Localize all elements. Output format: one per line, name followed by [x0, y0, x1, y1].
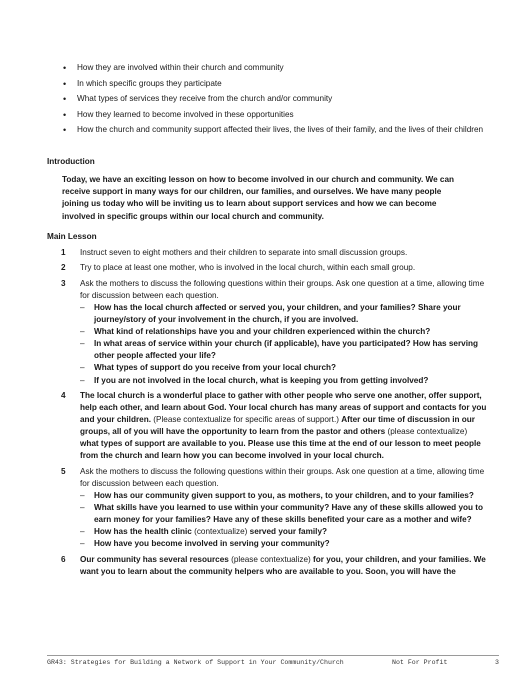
step-text: Ask the mothers to discuss the following questions within their groups. Ask one question at a time, allowing time for discussion between each question. [80, 278, 485, 300]
step-text-bold: The local church is a wonderful place to gather with other people who serve one another, offer support, help each other, and learn about God. Your local church has many areas of support and contacts for you and your children. [80, 390, 487, 425]
question-text: served your family? [249, 527, 327, 537]
list-item: • How they learned to become involved in these opportunities [47, 109, 487, 121]
question-item: – How have you become involved in serving your community? [80, 538, 487, 550]
step-text: Instruct seven to eight mothers and their children to separate into small discussion groups. [80, 248, 408, 257]
step-text: Try to place at least one mother, who is involved in the local church, within each small group. [80, 263, 416, 273]
step-text-bold: for you, your children, and your families. We want you to learn about the community helpers who are available to you. Soon, you will have the [80, 554, 486, 576]
step-number: 3 [61, 278, 66, 288]
step-2 [47, 262, 487, 274]
list-item: • What types of services they receive from the church and/or community [47, 93, 487, 105]
footer-divider [47, 655, 499, 656]
list-item: • How the church and community support affected their lives, the lives of their family, and the lives of their children [47, 124, 487, 136]
question-list [80, 490, 487, 550]
step-text-bold: After our time of discussion in our groups, all of you will have the opportunity to learn from the pastor and others [80, 415, 475, 437]
main-lesson-heading: Main Lesson [47, 232, 97, 241]
step-text-bold: what types of support are available to you. Please use this time at the end of our lesson to meet people from the church and learn how you can become involved in your local church. [80, 439, 481, 461]
contextualize-note: (please contextualize) [387, 427, 468, 437]
step-number: 2 [61, 263, 66, 273]
question-item: – What skills have you learned to use within your community? Have any of these skills allowed you to earn money for your families? Have any of these skills benefited your care as a mother and wife? [80, 502, 487, 526]
contextualize-note: (Please contextualize for specific areas of support.) [153, 415, 339, 425]
step-number: 6 [61, 554, 66, 564]
question-item: – If you are not involved in the local church, what is keeping you from getting involved? [80, 375, 487, 387]
step-text: Ask the mothers to discuss the following questions within their groups. Ask one question at a time, allowing time for discussion between each question. [80, 466, 485, 488]
contextualize-note: (contextualize) [194, 527, 248, 537]
step-number: 4 [61, 390, 66, 400]
footer-label: Not For Profit [392, 659, 448, 666]
step-number: 5 [61, 466, 66, 476]
step-5 [47, 466, 487, 551]
page-number: 3 [495, 659, 499, 666]
list-item: • How they are involved within their church and community [47, 62, 487, 74]
question-item: – In what areas of service within your church (if applicable), have you participated? How has serving other people affected your life? [80, 338, 487, 362]
introduction-heading: Introduction [47, 157, 95, 166]
step-text-bold: Our community has several resources [80, 554, 229, 564]
footer-title: GR43: Strategies for Building a Network of Support in Your Community/Church [47, 659, 344, 666]
question-item: – How has the local church affected or served you, your children, and your families? Share your journey/story of your involvement in the church, if you are involved. [80, 302, 487, 326]
question-item: – What kind of relationships have you and your children experienced within the church? [80, 326, 487, 338]
contextualize-note: (please contextualize) [231, 554, 311, 564]
question-item [80, 526, 487, 538]
step-4 [47, 390, 487, 463]
lesson-steps [47, 247, 487, 581]
question-item: – What types of support do you receive from your local church? [80, 362, 487, 374]
list-item: • In which specific groups they participate [47, 78, 487, 90]
step-6 [47, 554, 487, 578]
question-item: – How has our community given support to you, as mothers, to your children, and to your families? [80, 490, 487, 502]
step-3 [47, 278, 487, 387]
step-1 [47, 247, 487, 259]
introduction-text: Today, we have an exciting lesson on how to become involved in our church and community. We can receive support in many ways for our children, our families, and ourselves. We have many people joining us today who will be inviting us to learn about support services and how we can become involved in specific groups within our local church and community. [62, 175, 455, 221]
question-list [80, 302, 487, 387]
objectives-list [47, 62, 487, 140]
step-number: 1 [61, 248, 66, 257]
question-text: How has the health clinic [94, 527, 192, 537]
